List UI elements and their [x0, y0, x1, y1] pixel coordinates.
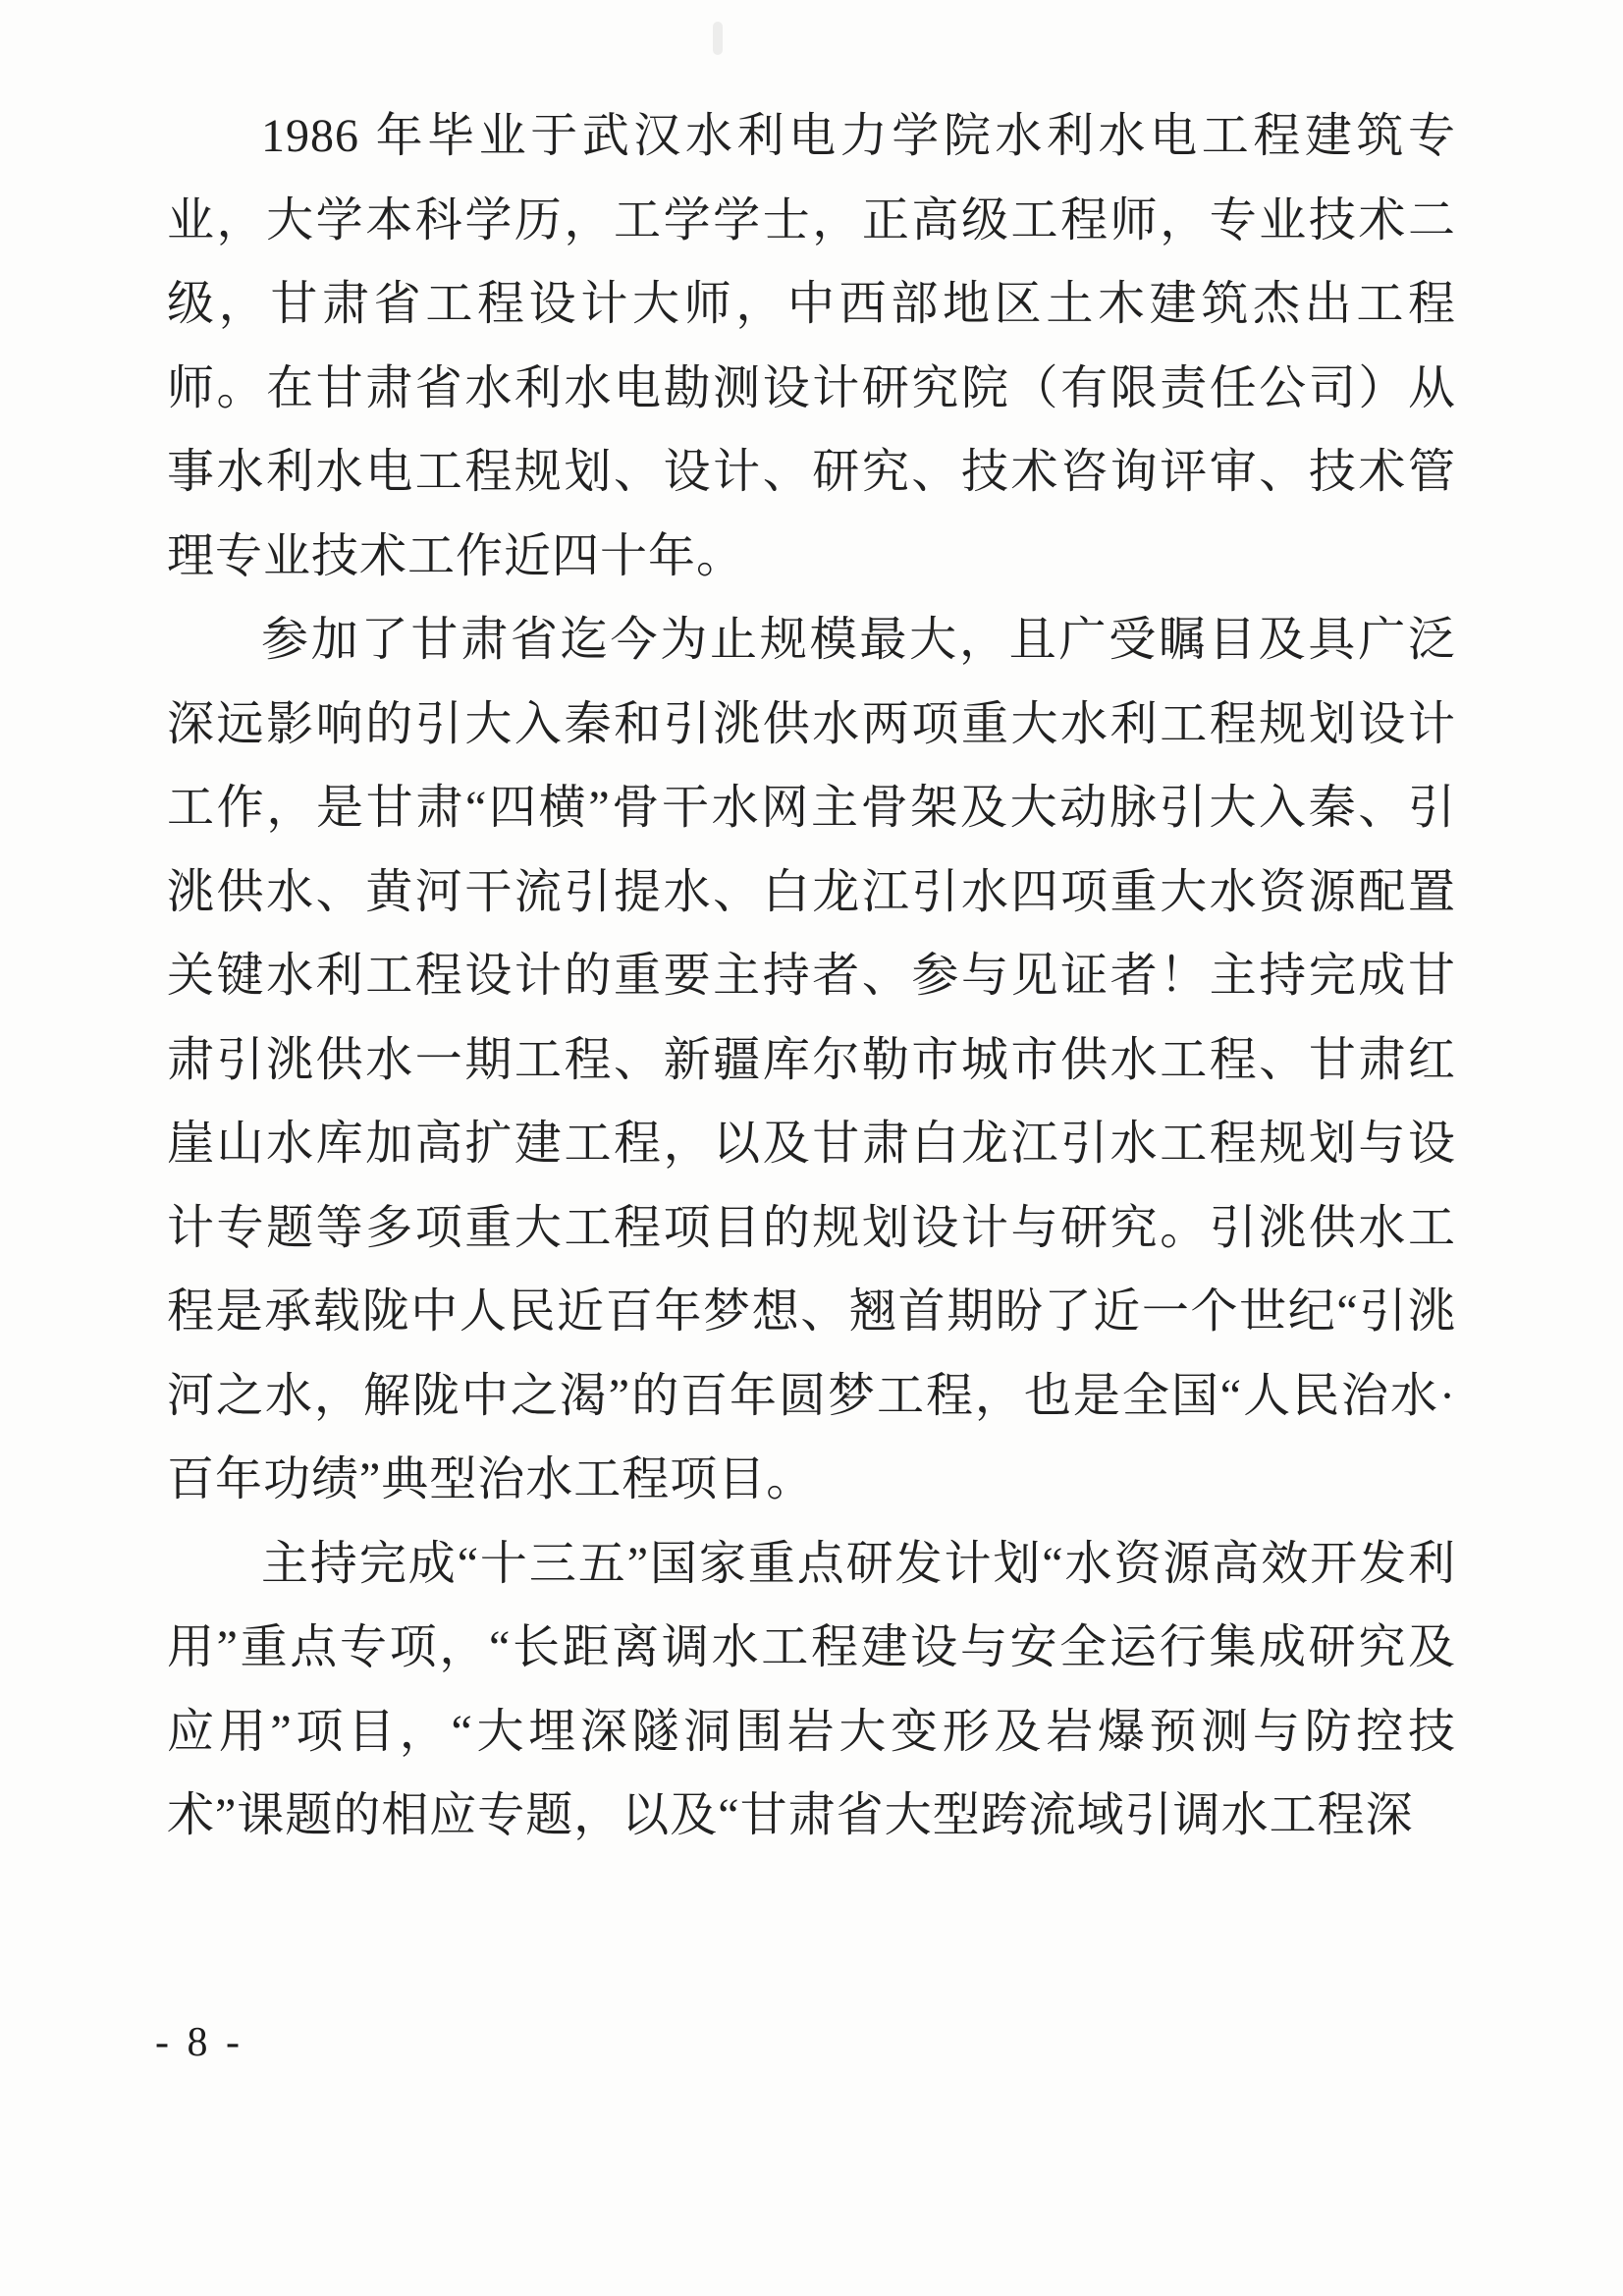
page-body-text — [167, 94, 1456, 1858]
paragraph: 主持完成“十三五”国家重点研发计划“水资源高效开发利用”重点专项，“长距离调水工程建设与安全运行集成研究及应用”项目，“大埋深隧洞围岩大变形及岩爆预测与防控技术”课题的相应专题，以及“甘肃省大型跨流域引调水工程深 — [167, 1537, 1456, 1841]
page-number: - 8 - — [155, 2020, 243, 2065]
scan-artifact — [713, 22, 723, 55]
paragraph: 1986 年毕业于武汉水利电力学院水利水电工程建筑专业，大学本科学历，工学学士，正高级工程师，专业技术二级，甘肃省工程设计大师，中西部地区土木建筑杰出工程师。在甘肃省水利水电勘测设计研究院（有限责任公司）从事水利水电工程规划、设计、研究、技术咨询评审、技术管理专业技术工作近四十年。 — [167, 110, 1456, 582]
paragraph: 参加了甘肃省迄今为止规模最大，且广受瞩目及具广泛深远影响的引大入秦和引洮供水两项重大水利工程规划设计工作，是甘肃“四横”骨干水网主骨架及大动脉引大入秦、引洮供水、黄河干流引提水、白龙江引水四项重大水资源配置关键水利工程设计的重要主持者、参与见证者！主持完成甘肃引洮供水一期工程、新疆库尔勒市城市供水工程、甘肃红崖山水库加高扩建工程，以及甘肃白龙江引水工程规划与设计专题等多项重大工程项目的规划设计与研究。引洮供水工程是承载陇中人民近百年梦想、翘首期盼了近一个世纪“引洮河之水，解陇中之渴”的百年圆梦工程，也是全国“人民治水·百年功绩”典型治水工程项目。 — [167, 614, 1456, 1505]
